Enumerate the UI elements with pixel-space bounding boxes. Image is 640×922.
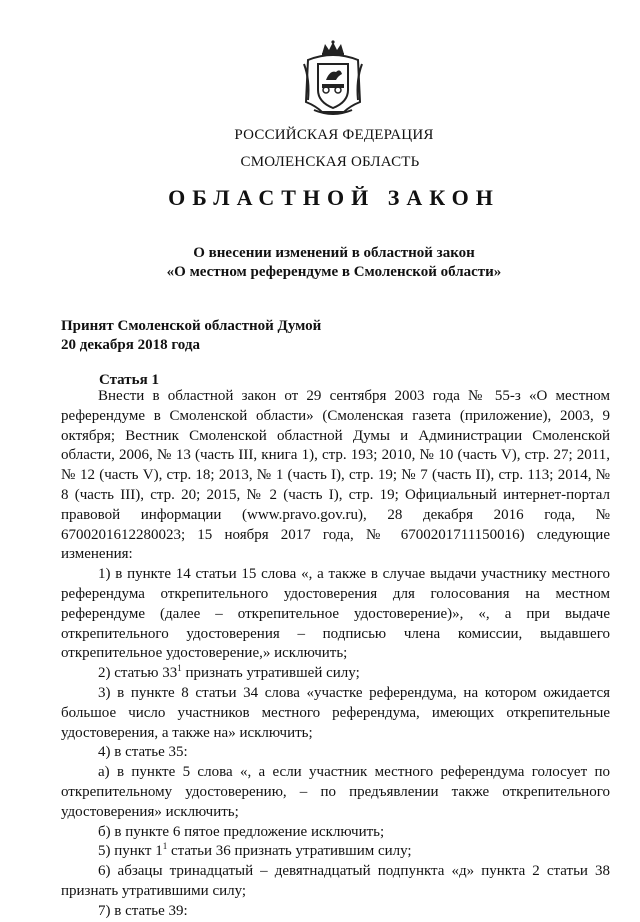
amendment-item-1: 1) в пункте 14 статьи 15 слова «, а также в случае выдачи участнику местного референдума открепительного удостоверения для голосования на местном референдуме (далее – открепительное удостоверение)», «, а при выдаче открепительного удостоверения – подписью члена комиссии, выдавшего открепительное удостоверение,» исключить;	[61, 566, 610, 662]
amendment-item-5-post: статьи 36 признать утратившим силу;	[167, 843, 412, 860]
amendment-item-2-pre: 2) статью 33	[98, 665, 178, 682]
amendment-item-2-post: признать утратившей силу;	[181, 665, 360, 682]
amendment-item-6: 6) абзацы тринадцатый – девятнадцатый подпункта «д» пункта 2 статьи 38 признать утратившими силу;	[61, 863, 610, 899]
amendment-item-2	[61, 664, 610, 684]
amendment-item-7: 7) в статье 39:	[98, 902, 188, 919]
adoption-statement: Принят Смоленской областной Думой	[61, 318, 322, 334]
country-heading: РОССИЙСКАЯ ФЕДЕРАЦИЯ	[234, 127, 434, 143]
article-body	[61, 387, 610, 922]
amendment-item-3: 3) в пункте 8 статьи 34 слова «участке референдума, на котором ожидается большое число участников местного референдума, имеющих открепительные удостоверения, а также на» исключить;	[61, 684, 610, 741]
law-title-line-1: О внесении изменений в областной закон	[193, 245, 475, 261]
amendment-item-5-pre: 5) пункт 1	[98, 843, 163, 860]
amendment-item-4: 4) в статье 35:	[98, 744, 188, 761]
article-heading: Статья 1	[99, 372, 159, 388]
adoption-date: 20 декабря 2018 года	[61, 337, 200, 353]
law-title-line-2: «О местном референдуме в Смоленской области»	[166, 264, 502, 280]
article-intro-paragraph: Внести в областной закон от 29 сентября 2003 года № 55-з «О местном референдуме в Смоленской области» (Смоленская газета (приложение), 2003, 9 октября; Вестник Смоленской областной Думы и Администрации Смоленской области, 2006, № 13 (часть III, книга 1), стр. 193; 2010, № 10 (часть V), стр. 27; 2011, № 12 (часть V), стр. 18; 2013, № 1 (часть I), стр. 19; № 7 (часть II), стр. 113; 2014, № 8 (часть III), стр. 20; 2015, № 2 (часть I), стр. 19; Официальный интернет-портал правовой информации (www.pravo.gov.ru), 28 декабря 2016 года, № 6700201612280023; 15 ноября 2017 года, № 6700201711150016) следующие изменения:	[61, 388, 610, 563]
document-type-heading: ОБЛАСТНОЙ ЗАКОН	[168, 185, 500, 210]
amendment-item-4a: а) в пункте 5 слова «, а если участник местного референдума голосует по открепительному удостоверению, – по предъявлении также открепительного удостоверения» исключить;	[61, 764, 610, 820]
smolensk-coat-of-arms-icon	[300, 40, 366, 116]
amendment-item-2-superscript: 1	[177, 663, 182, 674]
amendment-item-5	[61, 842, 610, 862]
amendment-item-5-superscript: 1	[162, 841, 168, 852]
region-heading: СМОЛЕНСКАЯ ОБЛАСТЬ	[240, 154, 420, 170]
amendment-item-4b: б) в пункте 6 пятое предложение исключить;	[98, 823, 385, 840]
